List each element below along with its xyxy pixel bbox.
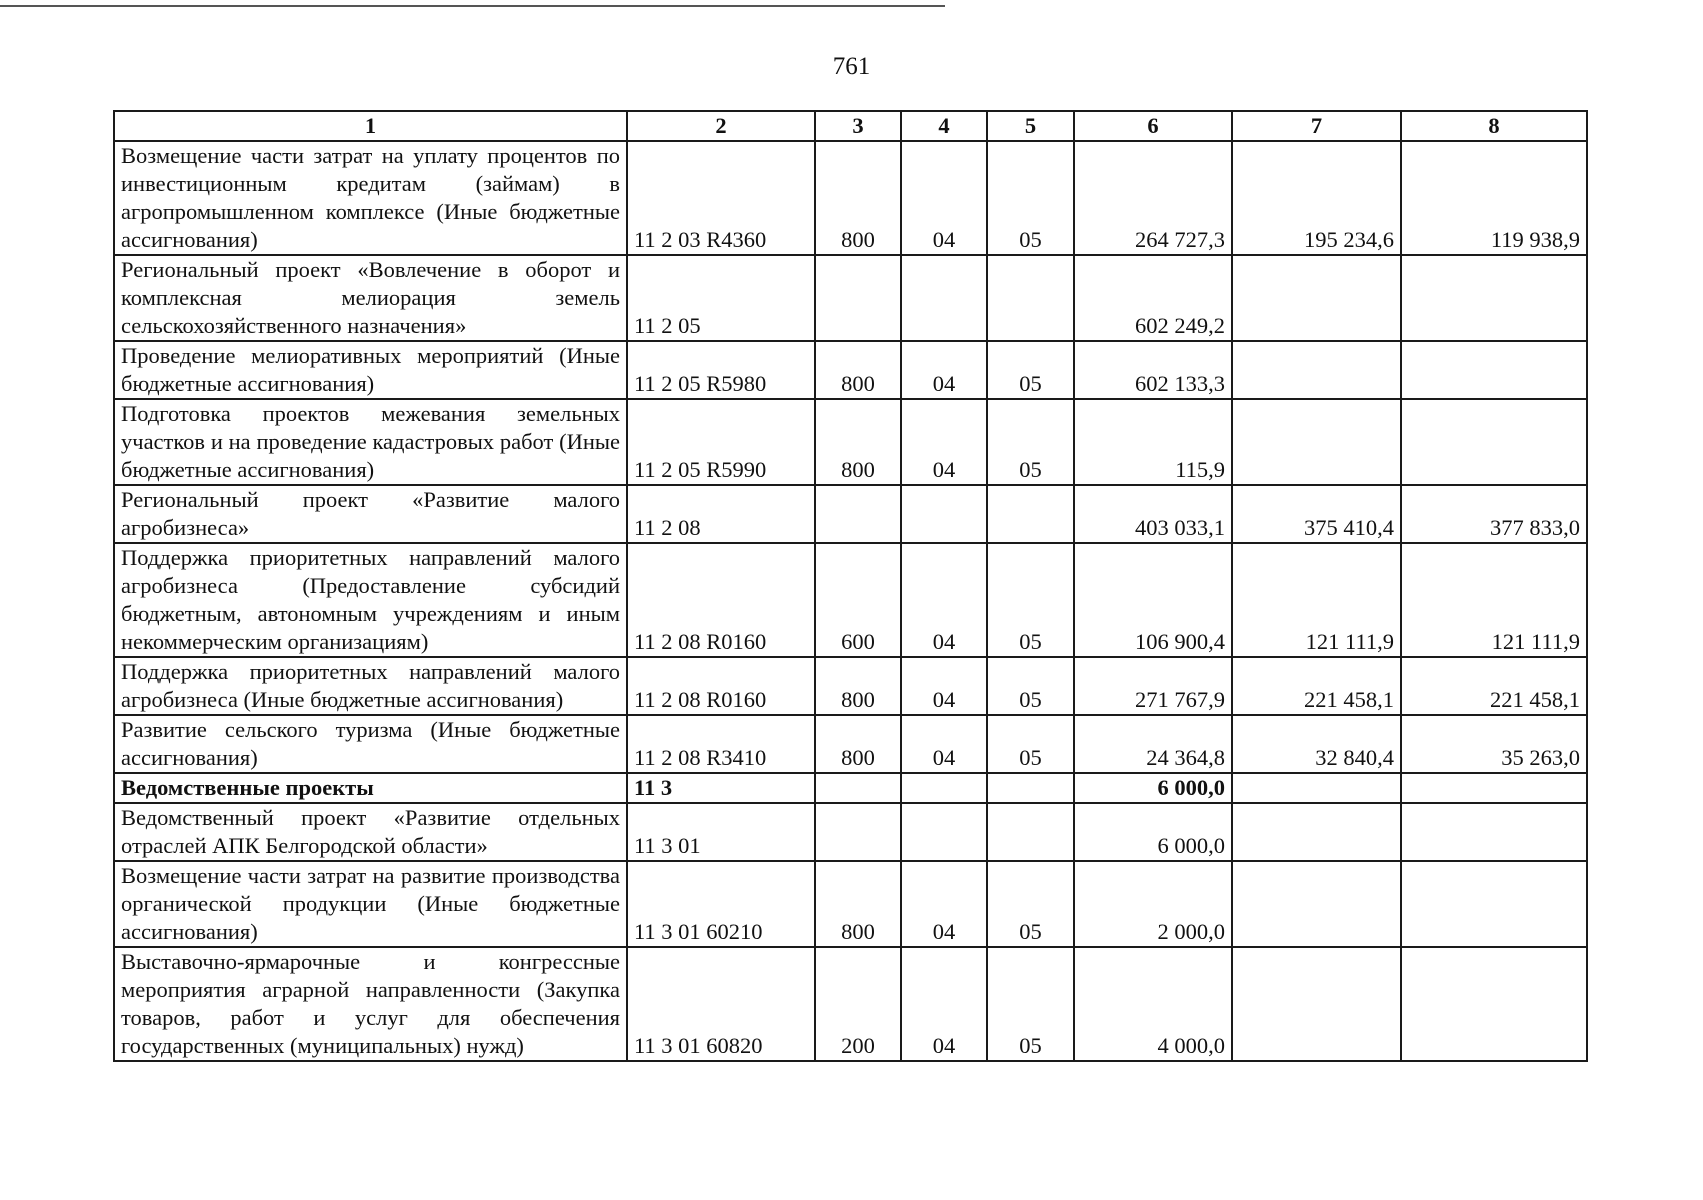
row-col-5: 05 [987, 715, 1074, 773]
row-col-5: 05 [987, 947, 1074, 1061]
row-col-3: 800 [815, 141, 901, 255]
row-code: 11 3 01 [627, 803, 815, 861]
row-col-6: 6 000,0 [1074, 773, 1232, 803]
row-name: Возмещение части затрат на развитие производства органической продукции (Иные бюджетные ассигнования) [114, 861, 627, 947]
row-col-5: 05 [987, 399, 1074, 485]
row-col-6: 264 727,3 [1074, 141, 1232, 255]
row-col-6: 6 000,0 [1074, 803, 1232, 861]
column-header-5: 5 [987, 111, 1074, 141]
row-col-4: 04 [901, 861, 987, 947]
row-name: Региональный проект «Развитие малого агробизнеса» [114, 485, 627, 543]
row-col-4: 04 [901, 657, 987, 715]
row-name: Выставочно-ярмарочные и конгрессные мероприятия аграрной направленности (Закупка товаров, работ и услуг для обеспечения государственных (муниципальных) нужд) [114, 947, 627, 1061]
table-row [114, 399, 1587, 485]
table-row [114, 861, 1587, 947]
row-code: 11 2 08 R3410 [627, 715, 815, 773]
row-code: 11 2 03 R4360 [627, 141, 815, 255]
table-row [114, 141, 1587, 255]
row-col-5 [987, 255, 1074, 341]
row-col-3: 800 [815, 399, 901, 485]
row-col-7 [1232, 255, 1401, 341]
row-name: Ведомственный проект «Развитие отдельных отраслей АПК Белгородской области» [114, 803, 627, 861]
row-code: 11 2 08 R0160 [627, 543, 815, 657]
row-col-3: 800 [815, 341, 901, 399]
row-code: 11 2 08 R0160 [627, 657, 815, 715]
row-col-3 [815, 803, 901, 861]
row-col-8: 35 263,0 [1401, 715, 1587, 773]
table-row [114, 773, 1587, 803]
row-col-8 [1401, 773, 1587, 803]
row-col-7 [1232, 947, 1401, 1061]
column-header-1: 1 [114, 111, 627, 141]
row-col-8: 377 833,0 [1401, 485, 1587, 543]
page-number: 761 [832, 53, 871, 80]
row-col-5: 05 [987, 341, 1074, 399]
table-row [114, 657, 1587, 715]
column-header-3: 3 [815, 111, 901, 141]
row-col-5: 05 [987, 861, 1074, 947]
table-row [114, 255, 1587, 341]
row-col-3 [815, 485, 901, 543]
row-col-3: 600 [815, 543, 901, 657]
table-row [114, 543, 1587, 657]
row-col-7: 195 234,6 [1232, 141, 1401, 255]
table-row [114, 803, 1587, 861]
row-col-3 [815, 773, 901, 803]
row-col-4 [901, 773, 987, 803]
row-col-4: 04 [901, 141, 987, 255]
row-col-5 [987, 485, 1074, 543]
row-col-4: 04 [901, 399, 987, 485]
row-col-5: 05 [987, 657, 1074, 715]
row-col-8: 121 111,9 [1401, 543, 1587, 657]
row-col-8 [1401, 947, 1587, 1061]
row-code: 11 2 05 [627, 255, 815, 341]
row-code: 11 3 01 60210 [627, 861, 815, 947]
row-col-7 [1232, 773, 1401, 803]
row-name: Поддержка приоритетных направлений малого агробизнеса (Иные бюджетные ассигнования) [114, 657, 627, 715]
row-code: 11 3 [627, 773, 815, 803]
row-col-6: 115,9 [1074, 399, 1232, 485]
table-body [114, 141, 1587, 1061]
row-col-6: 4 000,0 [1074, 947, 1232, 1061]
row-col-8 [1401, 399, 1587, 485]
row-col-5: 05 [987, 141, 1074, 255]
column-header-6: 6 [1074, 111, 1232, 141]
row-name: Поддержка приоритетных направлений малого агробизнеса (Предоставление субсидий бюджетным, автономным учреждениям и иным некоммерческим организациям) [114, 543, 627, 657]
column-header-7: 7 [1232, 111, 1401, 141]
row-col-7 [1232, 399, 1401, 485]
row-col-4: 04 [901, 715, 987, 773]
row-name: Подготовка проектов межевания земельных участков и на проведение кадастровых работ (Иные бюджетные ассигнования) [114, 399, 627, 485]
row-col-4 [901, 803, 987, 861]
row-col-6: 602 133,3 [1074, 341, 1232, 399]
row-col-4 [901, 255, 987, 341]
table-header-row [114, 111, 1587, 141]
row-col-8 [1401, 341, 1587, 399]
row-col-5 [987, 773, 1074, 803]
row-col-3: 800 [815, 657, 901, 715]
column-header-8: 8 [1401, 111, 1587, 141]
row-code: 11 2 05 R5980 [627, 341, 815, 399]
row-col-3: 800 [815, 715, 901, 773]
table-row [114, 341, 1587, 399]
row-col-6: 2 000,0 [1074, 861, 1232, 947]
scan-edge-line [0, 5, 945, 7]
row-col-7 [1232, 341, 1401, 399]
row-col-8 [1401, 803, 1587, 861]
row-name: Развитие сельского туризма (Иные бюджетные ассигнования) [114, 715, 627, 773]
column-header-2: 2 [627, 111, 815, 141]
row-col-6: 271 767,9 [1074, 657, 1232, 715]
row-code: 11 2 05 R5990 [627, 399, 815, 485]
row-col-4: 04 [901, 543, 987, 657]
row-col-3 [815, 255, 901, 341]
row-name: Проведение мелиоративных мероприятий (Иные бюджетные ассигнования) [114, 341, 627, 399]
row-col-6: 403 033,1 [1074, 485, 1232, 543]
table-row [114, 947, 1587, 1061]
budget-table [113, 110, 1588, 1062]
row-col-7: 121 111,9 [1232, 543, 1401, 657]
row-col-7 [1232, 803, 1401, 861]
row-col-7: 375 410,4 [1232, 485, 1401, 543]
row-col-3: 200 [815, 947, 901, 1061]
row-name: Ведомственные проекты [114, 773, 627, 803]
row-col-6: 24 364,8 [1074, 715, 1232, 773]
row-col-8: 119 938,9 [1401, 141, 1587, 255]
row-code: 11 2 08 [627, 485, 815, 543]
row-name: Возмещение части затрат на уплату процентов по инвестиционным кредитам (займам) в агропромышленном комплексе (Иные бюджетные ассигнования) [114, 141, 627, 255]
row-col-8 [1401, 255, 1587, 341]
row-col-6: 602 249,2 [1074, 255, 1232, 341]
row-col-4: 04 [901, 341, 987, 399]
row-col-8 [1401, 861, 1587, 947]
table-row [114, 485, 1587, 543]
row-col-4: 04 [901, 947, 987, 1061]
row-col-8: 221 458,1 [1401, 657, 1587, 715]
row-name: Региональный проект «Вовлечение в оборот и комплексная мелиорация земель сельскохозяйственного назначения» [114, 255, 627, 341]
table-row [114, 715, 1587, 773]
row-col-5: 05 [987, 543, 1074, 657]
row-col-3: 800 [815, 861, 901, 947]
row-code: 11 3 01 60820 [627, 947, 815, 1061]
row-col-7 [1232, 861, 1401, 947]
row-col-6: 106 900,4 [1074, 543, 1232, 657]
row-col-7: 221 458,1 [1232, 657, 1401, 715]
column-header-4: 4 [901, 111, 987, 141]
row-col-7: 32 840,4 [1232, 715, 1401, 773]
row-col-5 [987, 803, 1074, 861]
row-col-4 [901, 485, 987, 543]
